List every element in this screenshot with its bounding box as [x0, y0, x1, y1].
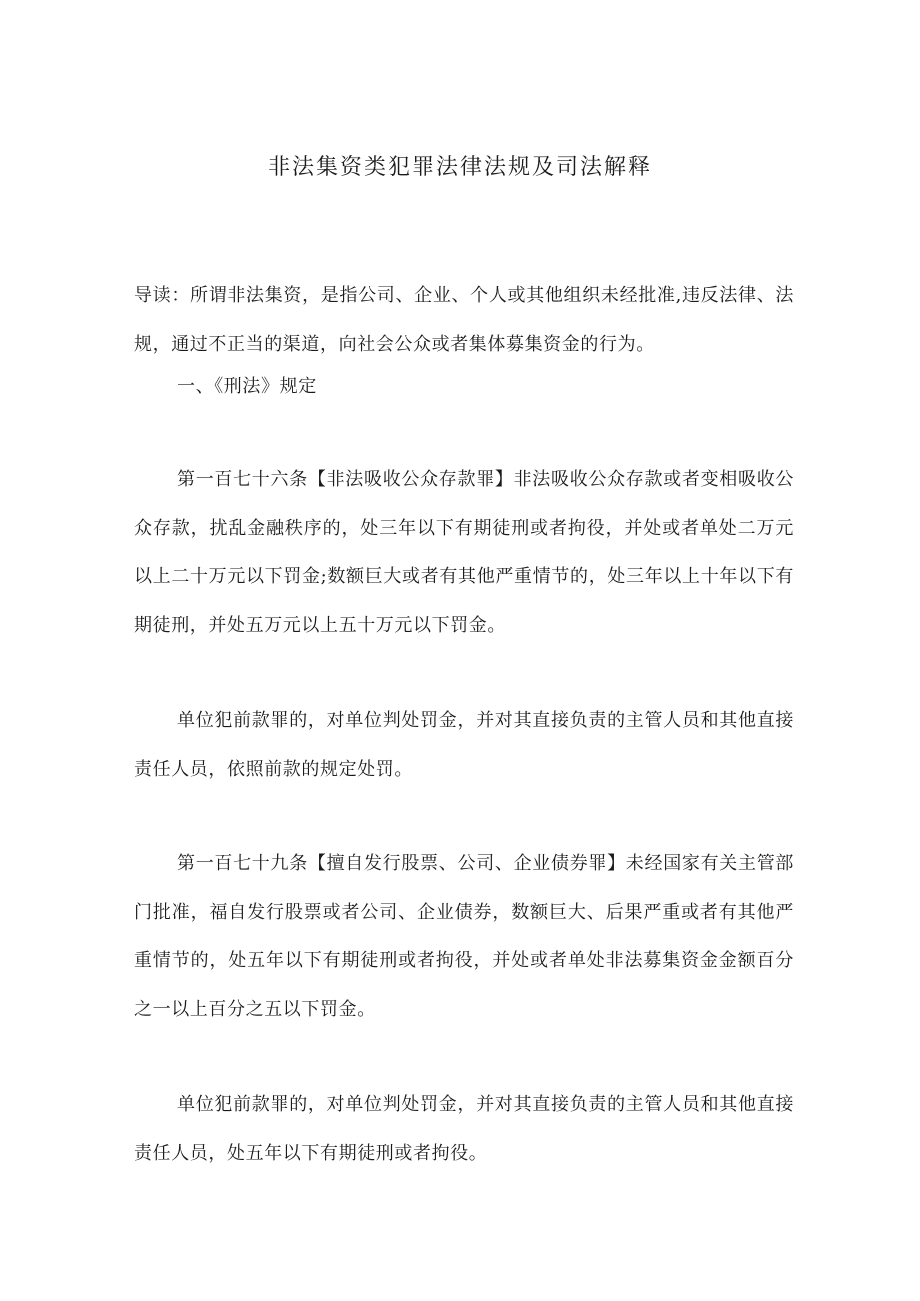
article-176-unit-paragraph: 单位犯前款罪的，对单位判处罚金，并对其直接负责的主管人员和其他直接责任人员，依照前款的规定处罚。 [134, 710, 794, 780]
section-heading-criminal-law: 一、《刑法》规定 [177, 376, 317, 397]
document-title: 非法集资类犯罪法律法规及司法解释 [267, 155, 652, 180]
article-179-unit-paragraph: 单位犯前款罪的，对单位判处罚金，并对其直接负责的主管人员和其他直接责任人员，处五年以下有期徒刑或者拘役。 [134, 1094, 794, 1164]
article-176-paragraph: 第一百七十六条【非法吸收公众存款罪】非法吸收公众存款或者变相吸收公众存款，扰乱金融秩序的，处三年以下有期徒刑或者拘役，并处或者单处二万元以上二十万元以下罚金;数额巨大或者有其他严重情节的，处三年以上十年以下有期徒刑，并处五万元以上五十万元以下罚金。 [134, 469, 794, 636]
intro-paragraph: 导读：所谓非法集资，是指公司、企业、个人或其他组织未经批准,违反法律、法规，通过不正当的渠道，向社会公众或者集体募集资金的行为。 [134, 285, 794, 355]
article-179-paragraph: 第一百七十九条【擅自发行股票、公司、企业债券罪】未经国家有关主管部门批准，福自发行股票或者公司、企业债券，数额巨大、后果严重或者有其他严重情节的，处五年以下有期徒刑或者拘役，并处或者单处非法募集资金金额百分之一以上百分之五以下罚金。 [134, 853, 794, 1020]
